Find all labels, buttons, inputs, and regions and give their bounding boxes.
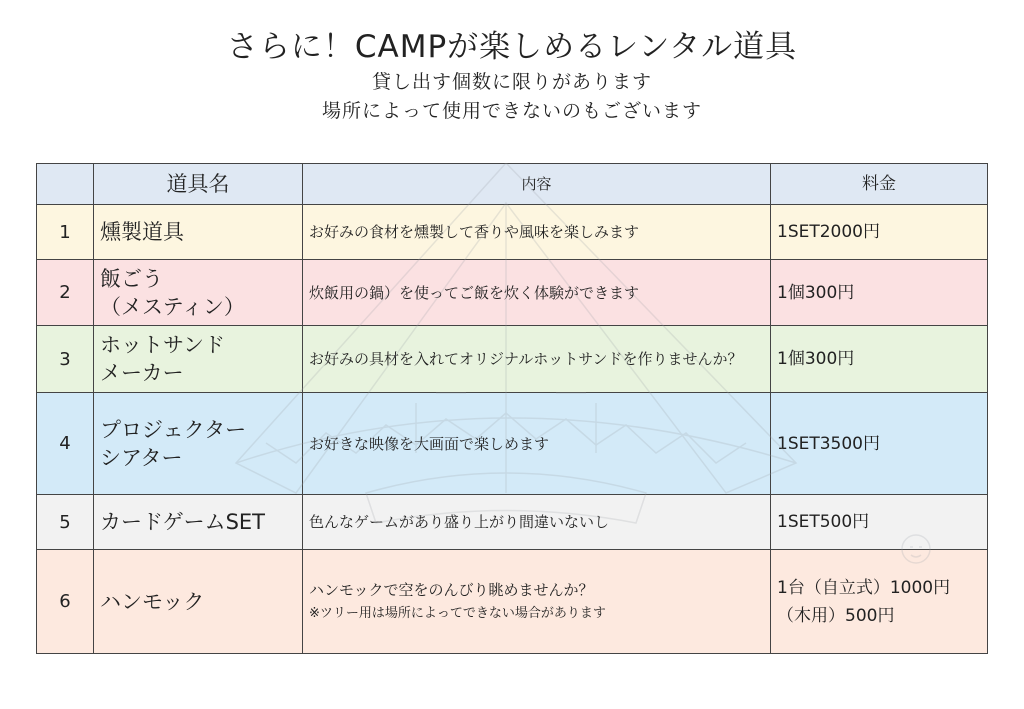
row-number: 5 xyxy=(37,495,94,550)
row-number: 1 xyxy=(37,205,94,260)
item-price-line: 1個300円 xyxy=(777,349,855,369)
item-price xyxy=(771,495,988,550)
item-price xyxy=(771,393,988,495)
table-row xyxy=(37,495,988,550)
row-number: 6 xyxy=(37,550,94,654)
item-name-line: （メスティン） xyxy=(100,294,245,319)
item-description: 色んなゲームがあり盛り上がり間違いないし xyxy=(303,495,771,550)
table-row xyxy=(37,260,988,326)
column-header-description: 内容 xyxy=(303,164,771,205)
item-description: お好みの具材を入れてオリジナルホットサンドを作りませんか？ xyxy=(303,326,771,393)
table-row xyxy=(37,550,988,654)
item-name-line: ハンモック xyxy=(100,589,205,614)
item-name xyxy=(94,495,303,550)
column-header-item-name: 道具名 xyxy=(94,164,303,205)
item-price-line: 1台（自立式）1000円 xyxy=(777,577,951,598)
table-row xyxy=(37,393,988,495)
rental-table xyxy=(36,163,988,654)
item-price-line: （木用）500円 xyxy=(777,605,895,626)
subtitle-limit: 貸し出す個数に限りがあります xyxy=(371,71,652,93)
item-name xyxy=(94,393,303,495)
item-name xyxy=(94,550,303,654)
item-name-line: 燻製道具 xyxy=(100,220,184,244)
table-row xyxy=(37,205,988,260)
item-price-line: 1SET3500円 xyxy=(777,433,880,454)
page-title: さらに！CAMPが楽しめるレンタル道具 xyxy=(226,29,798,65)
row-number: 3 xyxy=(37,326,94,393)
item-price-line: 1SET500円 xyxy=(777,512,870,532)
item-name-line: カードゲームSET xyxy=(100,510,266,534)
item-name-line: プロジェクター xyxy=(100,417,247,442)
item-price-line: 1個300円 xyxy=(777,282,855,303)
item-name-line: シアター xyxy=(100,445,183,470)
table-header-row xyxy=(37,164,988,205)
column-header-price: 料金 xyxy=(771,164,988,205)
item-note: ※ツリー用は場所によってできない場合があります xyxy=(309,605,606,621)
item-price xyxy=(771,205,988,260)
item-price-line: 1SET2000円 xyxy=(777,222,880,242)
item-name-line: ホットサンド xyxy=(100,333,225,357)
item-description: 炊飯用の鍋）を使ってご飯を炊く体験ができます xyxy=(303,260,771,326)
item-description: お好みの食材を燻製して香りや風味を楽しみます xyxy=(303,205,771,260)
item-price xyxy=(771,550,988,654)
item-description: お好きな映像を大画面で楽しめます xyxy=(303,393,771,495)
rental-table-wrapper xyxy=(36,163,988,652)
item-name xyxy=(94,260,303,326)
item-price xyxy=(771,260,988,326)
item-name xyxy=(94,326,303,393)
item-description xyxy=(303,550,771,654)
item-price xyxy=(771,326,988,393)
row-number: 4 xyxy=(37,393,94,495)
header xyxy=(0,26,1024,126)
table-row xyxy=(37,326,988,393)
item-name-line: 飯ごう xyxy=(100,266,163,291)
item-description-line: ハンモックで空をのんびり眺めませんか？ xyxy=(309,580,594,599)
item-name-line: メーカー xyxy=(100,361,184,385)
column-header-number xyxy=(37,164,94,205)
item-name xyxy=(94,205,303,260)
row-number: 2 xyxy=(37,260,94,326)
subtitle-location: 場所によって使用できないのもございます xyxy=(321,100,702,122)
